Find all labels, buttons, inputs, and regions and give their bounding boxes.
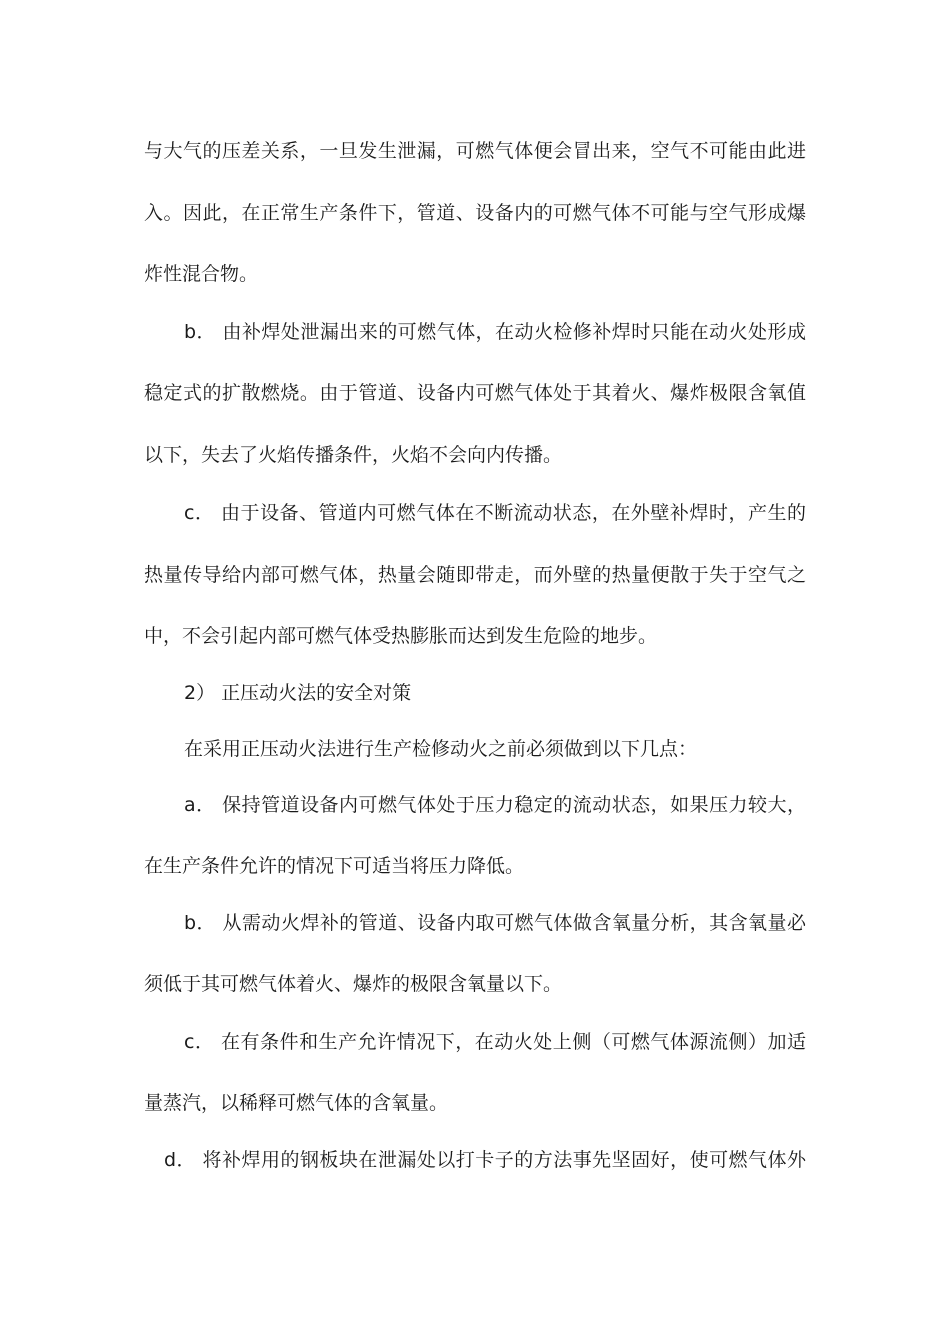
text-line-12: a． 保持管道设备内可燃气体处于压力稳定的流动状态，如果压力较大，: [184, 794, 806, 816]
text-line-16: c． 在有条件和生产允许情况下，在动火处上侧（可燃气体源流侧）加适: [184, 1031, 806, 1053]
text-line-8: 热量传导给内部可燃气体，热量会随即带走，而外壁的热量便散于失于空气之: [144, 564, 806, 586]
text-line-7: c． 由于设备、管道内可燃气体在不断流动状态，在外壁补焊时，产生的: [184, 502, 806, 524]
text-line-15: 须低于其可燃气体着火、爆炸的极限含氧量以下。: [144, 973, 563, 995]
text-line-17: 量蒸汽，以稀释可燃气体的含氧量。: [144, 1092, 449, 1114]
text-line-5: 稳定式的扩散燃烧。由于管道、设备内可燃气体处于其着火、爆炸极限含氧值: [144, 382, 806, 404]
text-line-3: 炸性混合物。: [144, 263, 259, 285]
text-line-18: d． 将补焊用的钢板块在泄漏处以打卡子的方法事先坚固好，使可燃气体外: [164, 1149, 806, 1171]
text-line-2: 入。因此，在正常生产条件下，管道、设备内的可燃气体不可能与空气形成爆: [144, 202, 806, 224]
text-line-11: 在采用正压动火法进行生产检修动火之前必须做到以下几点：: [184, 738, 698, 760]
text-line-6: 以下，失去了火焰传播条件，火焰不会向内传播。: [144, 444, 563, 466]
text-line-13: 在生产条件允许的情况下可适当将压力降低。: [144, 855, 525, 877]
text-line-4: b． 由补焊处泄漏出来的可燃气体，在动火检修补焊时只能在动火处形成: [184, 321, 806, 343]
text-line-14: b． 从需动火焊补的管道、设备内取可燃气体做含氧量分析，其含氧量必: [184, 912, 806, 934]
text-line-1: 与大气的压差关系，一旦发生泄漏，可燃气体便会冒出来，空气不可能由此进: [144, 140, 806, 162]
section-heading: 2） 正压动火法的安全对策: [184, 682, 412, 704]
text-line-9: 中，不会引起内部可燃气体受热膨胀而达到发生危险的地步。: [144, 625, 658, 647]
